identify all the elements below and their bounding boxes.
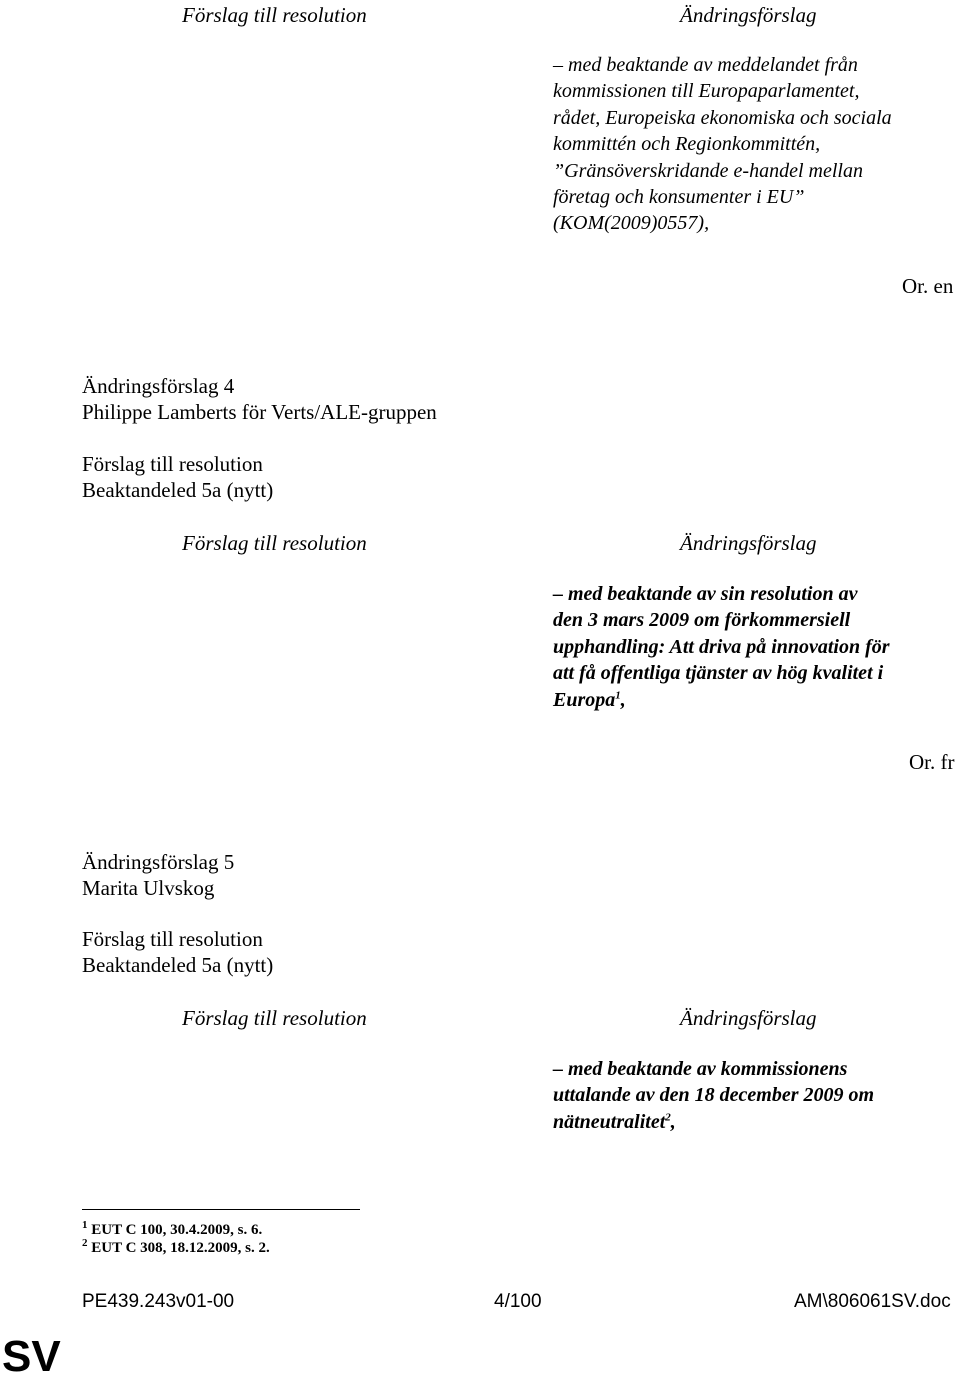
text-line: kommissionen till Europaparlamentet, (553, 80, 860, 103)
text-line: rådet, Europeiska ekonomiska och sociala (553, 106, 892, 129)
amendment-text-block-5 (553, 1056, 960, 1135)
text-line-last (553, 687, 960, 713)
text-line: ”Gränsöverskridande e-handel mellan (553, 159, 863, 182)
text-line: (KOM(2009)0557), (553, 212, 710, 235)
footer-file-name: AM\806061SV.doc (794, 1291, 951, 1312)
text-line: uttalande av den 18 december 2009 om (553, 1084, 875, 1107)
amendment-title: Ändringsförslag 5 (82, 850, 235, 874)
citation: Beaktandeled 5a (nytt) (82, 953, 274, 977)
footer-document-reference: PE439.243v01-00 (82, 1291, 235, 1312)
text-line: – med beaktande av kommissionens (553, 1058, 848, 1080)
amendment-title: Ändringsförslag 4 (82, 374, 235, 398)
amendment-author: Marita Ulvskog (82, 876, 215, 900)
citation: Beaktandeled 5a (nytt) (82, 478, 274, 502)
text-fragment: , (620, 688, 626, 711)
amendment-text-block-1 (553, 52, 960, 237)
footnote-text: EUT C 308, 18.12.2009, s. 2. (91, 1240, 270, 1256)
footnotes (82, 1221, 270, 1257)
footnote (82, 1221, 270, 1239)
amendment-5-header (82, 849, 234, 901)
column-heading-right: Ändringsförslag (680, 531, 817, 555)
text-line: – med beaktande av meddelandet från (553, 54, 858, 76)
amendment-4-reference (82, 451, 273, 503)
text-line: att få offentliga tjänster av hög kvalitet i (553, 662, 884, 685)
column-heading-left: Förslag till resolution (182, 531, 367, 555)
amendment-text-block-4 (553, 581, 960, 713)
amendment-4-header (82, 373, 437, 425)
column-heading-right: Ändringsförslag (680, 1006, 817, 1030)
text-fragment: Europa (553, 688, 616, 711)
footnote-reference: 2 (665, 1111, 671, 1124)
text-line: kommittén och Regionkommittén, (553, 133, 821, 156)
footnote (82, 1239, 270, 1257)
footer-page-number: 4/100 (494, 1291, 542, 1312)
footnote-number: 1 (82, 1219, 88, 1231)
footnote-text: EUT C 100, 30.4.2009, s. 6. (91, 1222, 263, 1238)
footnote-reference: 1 (615, 688, 621, 701)
text-line: – med beaktande av sin resolution av (553, 583, 858, 605)
text-line: upphandling: Att driva på innovation för (553, 635, 890, 658)
document-type: Förslag till resolution (82, 452, 263, 476)
column-heading-left: Förslag till resolution (182, 1006, 367, 1030)
original-language: Or. fr (909, 750, 955, 774)
language-badge: SV (2, 1332, 61, 1381)
amendment-author: Philippe Lamberts för Verts/ALE-gruppen (82, 400, 437, 424)
text-line-last (553, 1109, 960, 1135)
column-heading-left: Förslag till resolution (182, 3, 367, 27)
text-line: företag och konsumenter i EU” (553, 186, 805, 209)
text-fragment: nätneutralitet (553, 1110, 666, 1133)
amendment-5-reference (82, 926, 273, 978)
column-heading-right: Ändringsförslag (680, 3, 817, 27)
original-language: Or. en (902, 274, 954, 298)
footnote-number: 2 (82, 1237, 88, 1249)
text-fragment: , (670, 1110, 676, 1133)
footnote-separator (82, 1209, 360, 1210)
document-type: Förslag till resolution (82, 927, 263, 951)
text-line: den 3 mars 2009 om förkommersiell (553, 609, 851, 632)
